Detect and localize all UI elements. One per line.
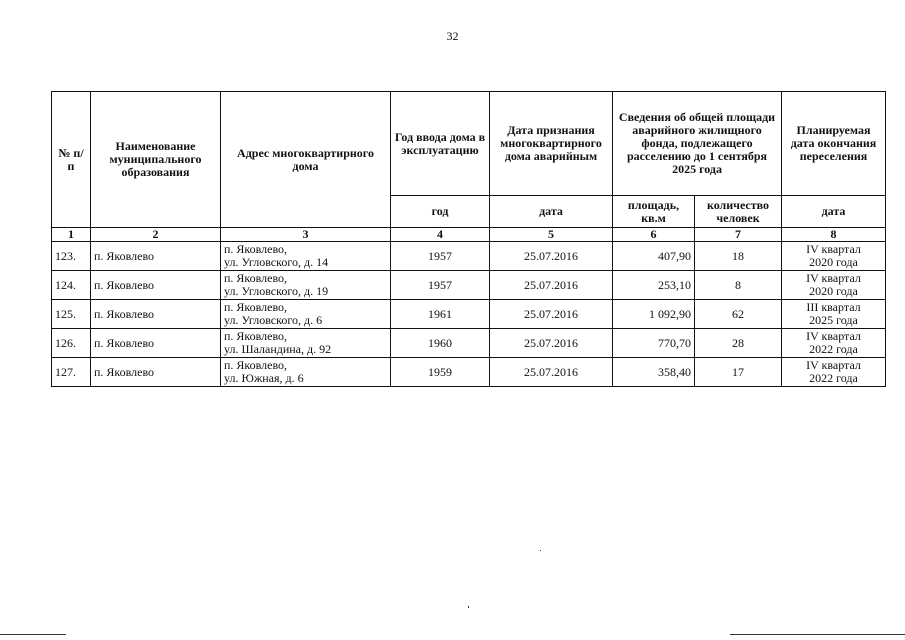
subheader-date2: дата — [782, 196, 886, 228]
area-cell: 253,10 — [613, 271, 695, 300]
column-number: 4 — [391, 228, 490, 242]
column-number-row — [52, 228, 886, 242]
year-cell: 1961 — [391, 300, 490, 329]
date-cell: 25.07.2016 — [490, 358, 613, 387]
municipality-cell: п. Яковлево — [91, 300, 221, 329]
scan-artifact-dot — [468, 606, 469, 608]
area-cell: 358,40 — [613, 358, 695, 387]
address-line: ул. Угловского, д. 6 — [224, 313, 323, 327]
address-line: п. Яковлево, — [224, 242, 288, 256]
municipality-cell: п. Яковлево — [91, 329, 221, 358]
address-cell — [221, 358, 391, 387]
date-cell: 25.07.2016 — [490, 242, 613, 271]
address-cell — [221, 300, 391, 329]
municipality-cell: п. Яковлево — [91, 358, 221, 387]
address-line: ул. Угловского, д. 14 — [224, 255, 329, 269]
table-row — [52, 242, 886, 271]
address-line: п. Яковлево, — [224, 300, 288, 314]
scan-artifact-line — [730, 634, 905, 635]
address-cell — [221, 329, 391, 358]
table-row — [52, 271, 886, 300]
row-number: 124. — [52, 271, 91, 300]
address-line: п. Яковлево, — [224, 271, 288, 285]
address-line: п. Яковлево, — [224, 329, 288, 343]
year-cell: 1957 — [391, 242, 490, 271]
row-number: 125. — [52, 300, 91, 329]
header-row — [52, 92, 886, 196]
period-cell — [782, 358, 886, 387]
period-line: IV квартал — [806, 242, 861, 256]
people-cell: 8 — [695, 271, 782, 300]
address-cell — [221, 242, 391, 271]
address-line: п. Яковлево, — [224, 358, 288, 372]
scan-artifact-dot — [540, 550, 541, 551]
people-cell: 17 — [695, 358, 782, 387]
column-number: 5 — [490, 228, 613, 242]
year-cell: 1957 — [391, 271, 490, 300]
period-line: 2025 года — [809, 313, 858, 327]
header-number: № п/п — [52, 92, 91, 228]
scan-artifact-line — [0, 634, 66, 635]
header-year-built: Год ввода дома в эксплуатацию — [391, 92, 490, 196]
subheader-people: количество человек — [695, 196, 782, 228]
table-row — [52, 329, 886, 358]
municipality-cell: п. Яковлево — [91, 242, 221, 271]
header-planned-date: Планируемая дата окончания переселения — [782, 92, 886, 196]
subheader-year: год — [391, 196, 490, 228]
municipality-cell: п. Яковлево — [91, 271, 221, 300]
column-number: 1 — [52, 228, 91, 242]
period-cell — [782, 329, 886, 358]
row-number: 123. — [52, 242, 91, 271]
header-address: Адрес многоквартирного дома — [221, 92, 391, 228]
resettlement-table — [51, 91, 886, 387]
date-cell: 25.07.2016 — [490, 329, 613, 358]
period-line: 2022 года — [809, 371, 858, 385]
subheader-area: площадь, кв.м — [613, 196, 695, 228]
period-line: 2022 года — [809, 342, 858, 356]
period-cell — [782, 271, 886, 300]
period-line: IV квартал — [806, 329, 861, 343]
year-cell: 1959 — [391, 358, 490, 387]
date-cell: 25.07.2016 — [490, 300, 613, 329]
area-cell: 770,70 — [613, 329, 695, 358]
page-number: 32 — [446, 29, 459, 43]
address-line: ул. Шаландина, д. 92 — [224, 342, 332, 356]
period-cell — [782, 300, 886, 329]
year-cell: 1960 — [391, 329, 490, 358]
period-cell — [782, 242, 886, 271]
period-line: IV квартал — [806, 271, 861, 285]
area-cell: 407,90 — [613, 242, 695, 271]
people-cell: 28 — [695, 329, 782, 358]
area-cell: 1 092,90 — [613, 300, 695, 329]
column-number: 8 — [782, 228, 886, 242]
people-cell: 18 — [695, 242, 782, 271]
address-line: ул. Угловского, д. 19 — [224, 284, 329, 298]
table-row — [52, 300, 886, 329]
column-number: 2 — [91, 228, 221, 242]
row-number: 127. — [52, 358, 91, 387]
table-row — [52, 358, 886, 387]
people-cell: 62 — [695, 300, 782, 329]
row-number: 126. — [52, 329, 91, 358]
header-municipality: Наименование муниципального образования — [91, 92, 221, 228]
subheader-date: дата — [490, 196, 613, 228]
period-line: 2020 года — [809, 284, 858, 298]
period-line: III квартал — [806, 300, 861, 314]
column-number: 3 — [221, 228, 391, 242]
period-line: IV квартал — [806, 358, 861, 372]
date-cell: 25.07.2016 — [490, 271, 613, 300]
period-line: 2020 года — [809, 255, 858, 269]
column-number: 7 — [695, 228, 782, 242]
header-emergency-date: Дата признания многоквартирного дома аварийным — [490, 92, 613, 196]
header-area-info: Сведения об общей площади аварийного жилищного фонда, подлежащего расселению до 1 сентября 2025 года — [613, 92, 782, 196]
address-cell — [221, 271, 391, 300]
column-number: 6 — [613, 228, 695, 242]
address-line: ул. Южная, д. 6 — [224, 371, 304, 385]
